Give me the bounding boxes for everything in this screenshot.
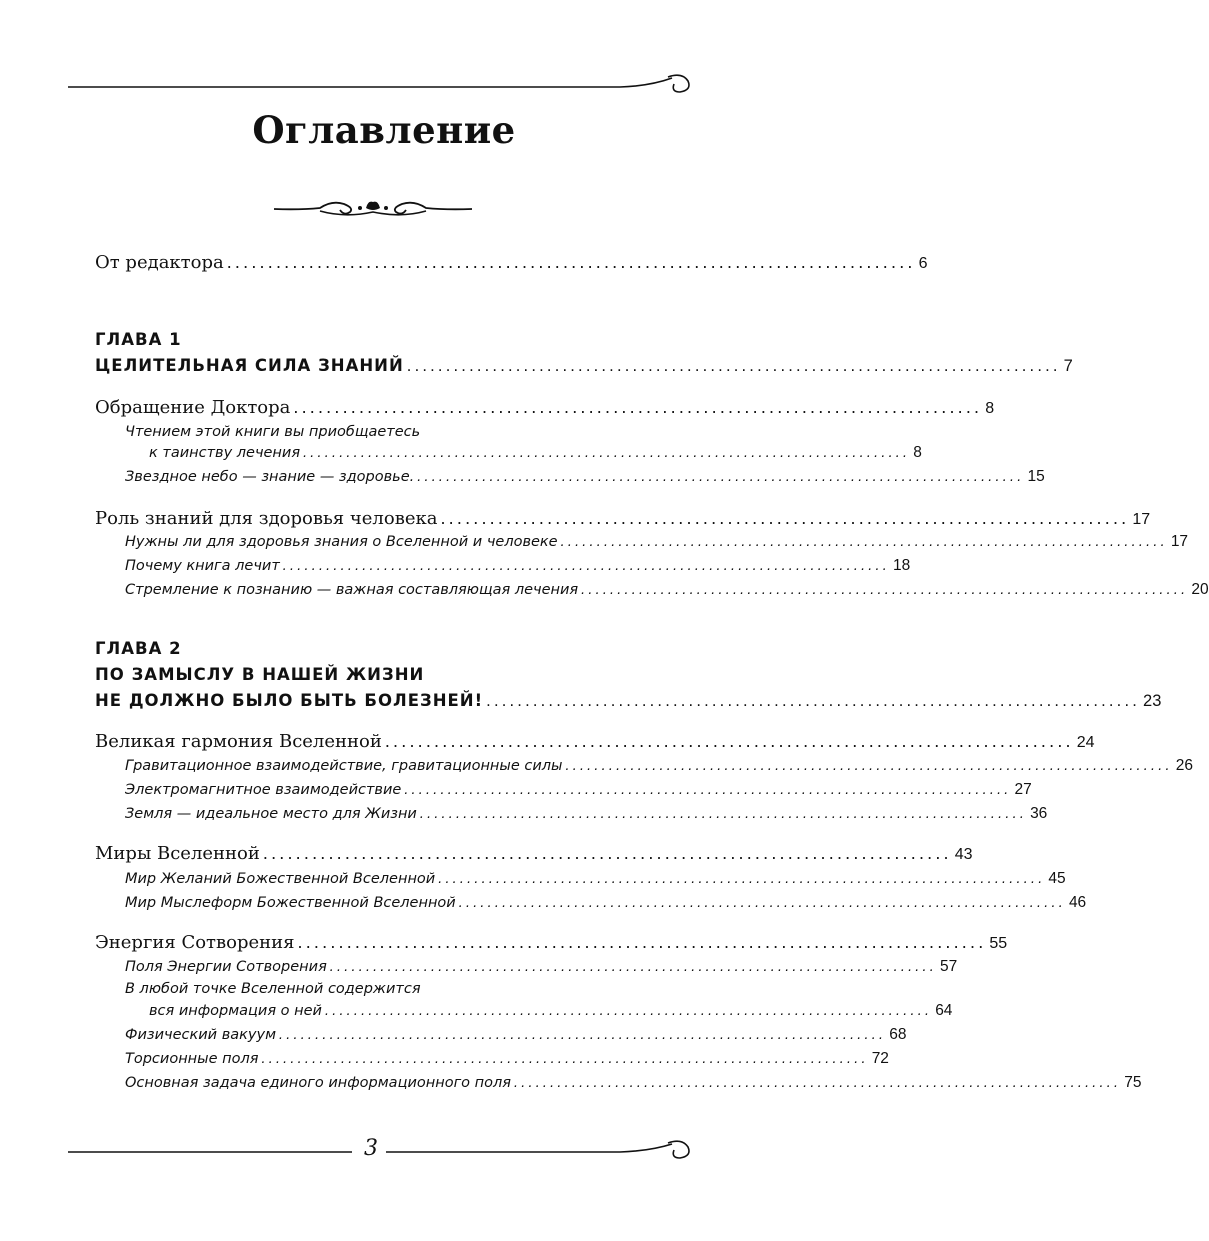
chapter-label: ГЛАВА 2 (95, 639, 182, 658)
toc-subentry[interactable]: Электромагнитное взаимодействие .................................................................................... 27 (125, 781, 1032, 798)
toc-subentry[interactable]: Почему книга лечит .................................................................................... 18 (125, 557, 911, 574)
toc-subentry[interactable]: Земля — идеальное место для Жизни .................................................................................... 36 (125, 805, 1048, 822)
toc-subentry[interactable]: вся информация о ней .................................................................................... 64 (149, 1002, 953, 1019)
page-title: Оглавление (252, 108, 516, 152)
title-flourish-ornament (270, 196, 476, 222)
toc-subentry[interactable]: Гравитационное взаимодействие, гравитационные силы .................................................................................... 26 (125, 757, 1193, 774)
page-ref: 7 (1063, 357, 1073, 375)
page-ref: 46 (1068, 894, 1087, 911)
page-ref: 36 (1030, 805, 1048, 822)
page-ref: 26 (1175, 757, 1193, 774)
toc-subentry[interactable]: к таинству лечения .................................................................................... 8 (149, 444, 922, 461)
page-ref: 8 (913, 444, 922, 461)
toc-subentry[interactable]: Торсионные поля .................................................................................... 72 (125, 1050, 889, 1067)
toc-subentry[interactable]: Поля Энергии Сотворения .................................................................................... 57 (125, 958, 958, 975)
page-ref: 68 (889, 1026, 907, 1043)
toc-entry[interactable]: Энергия Сотворения .................................................................................... 55 (95, 932, 1008, 953)
toc-subentry-line: В любой точке Вселенной содержится (125, 981, 421, 997)
page-ref: 18 (893, 557, 911, 574)
page-ref: 20 (1191, 581, 1209, 598)
toc-subentry[interactable]: Нужны ли для здоровья знания о Вселенной и человеке .................................................................................... 17 (125, 533, 1189, 550)
toc-entry[interactable]: Роль знаний для здоровья человека .................................................................................... 17 (95, 508, 1151, 529)
toc-subentry[interactable]: Мир Мыслеформ Божественной Вселенной .................................................................................... 46 (125, 894, 1087, 911)
toc-subentry[interactable]: Мир Желаний Божественной Вселенной .................................................................................... 45 (125, 870, 1066, 887)
page-number: 3 (364, 1136, 378, 1161)
chapter-title-line: ПО ЗАМЫСЛУ В НАШЕЙ ЖИЗНИ (95, 665, 425, 684)
page-ref: 55 (989, 935, 1008, 952)
page-ref: 75 (1124, 1074, 1142, 1091)
toc-entry[interactable]: Обращение Доктора .................................................................................... 8 (95, 397, 995, 418)
page-ref: 57 (940, 958, 958, 975)
page-ref: 23 (1143, 692, 1162, 710)
toc-subentry[interactable]: Звездное небо — знание — здоровье. .................................................................................... 15 (125, 468, 1045, 485)
page-ref: 64 (935, 1002, 953, 1019)
toc-entry[interactable]: Миры Вселенной .................................................................................... 43 (95, 843, 973, 864)
page-ref: 17 (1132, 511, 1151, 528)
page-ref: 45 (1048, 870, 1066, 887)
chapter-label: ГЛАВА 1 (95, 330, 182, 349)
toc-chapter-entry[interactable]: ЦЕЛИТЕЛЬНАЯ СИЛА ЗНАНИЙ .................................................................................... 7 (95, 356, 1073, 375)
toc-subentry[interactable]: Стремление к познанию — важная составляющая лечения .................................................................................... 20 (125, 581, 1209, 598)
toc-subentry[interactable]: Основная задача единого информационного поля .................................................................................... 75 (125, 1074, 1142, 1091)
page-ref: 43 (954, 846, 973, 863)
toc-subentry-line: Чтением этой книги вы приобщаетесь (125, 424, 421, 440)
toc-subentry[interactable]: Физический вакуум .................................................................................... 68 (125, 1026, 907, 1043)
page-ref: 27 (1014, 781, 1032, 798)
toc-chapter-entry[interactable]: НЕ ДОЛЖНО БЫЛО БЫТЬ БОЛЕЗНЕЙ! .................................................................................... 23 (95, 691, 1162, 710)
page-ref: 6 (918, 255, 928, 272)
page-ref: 17 (1170, 533, 1189, 550)
toc-entry[interactable]: Великая гармония Вселенной .................................................................................... 24 (95, 731, 1095, 752)
page-ref: 8 (985, 400, 995, 417)
page-ref: 15 (1027, 468, 1045, 485)
top-rule-ornament (60, 68, 700, 98)
page-ref: 72 (871, 1050, 889, 1067)
page-ref: 24 (1076, 734, 1095, 751)
toc-entry[interactable]: От редактора .................................................................................... 6 (95, 252, 928, 273)
